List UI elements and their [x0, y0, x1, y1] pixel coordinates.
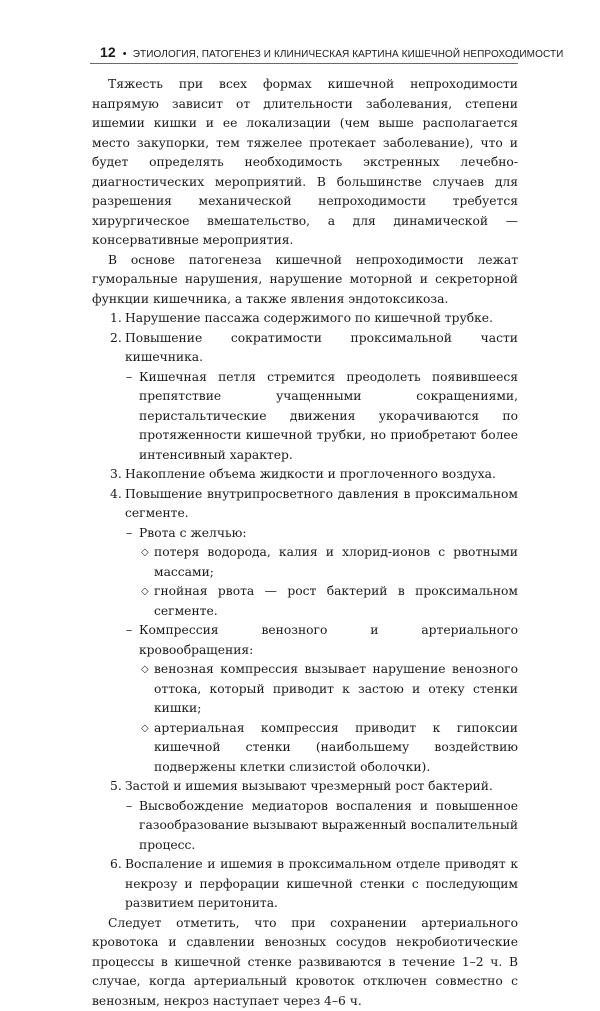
list-item: [92, 309, 518, 329]
sub-sub-item-text: венозная компрессия вызывает нарушение венозного оттока, который приводит к застою и отеку стенки кишки;: [154, 662, 518, 715]
sub-sub-item: [92, 543, 518, 582]
list-item-text: Повышение внутрипросветного давления в проксимальном сегменте.: [125, 487, 518, 521]
list-item-text: Застой и ишемия вызывают чрезмерный рост бактерий.: [125, 779, 493, 793]
dash-marker: –: [126, 368, 132, 388]
list-item: [92, 485, 518, 524]
sub-item-text: Высвобождение медиаторов воспаления и повышенное газообразование вызывают выраженный воспалительный процесс.: [139, 799, 518, 852]
list-number: 5.: [110, 777, 122, 797]
paragraph: В основе патогенеза кишечной непроходимости лежат гуморальные нарушения, нарушение моторной и секреторной функции кишечника, а также явления эндотоксикоза.: [92, 251, 518, 310]
sub-sub-item-text: потеря водорода, калия и хлорид-ионов с рвотными массами;: [154, 545, 518, 579]
numbered-list: [92, 309, 518, 914]
page-number: 12: [100, 44, 116, 60]
list-item: [92, 777, 518, 797]
diamond-icon: ◇: [141, 660, 149, 680]
list-number: 4.: [110, 485, 122, 505]
list-item: [92, 465, 518, 485]
sub-item-text: Кишечная петля стремится преодолеть появившееся препятствие учащенными сокращениями, перистальтические движения укорачиваются по протяженности кишечной трубки, но приобретают более интенсивный характер.: [139, 370, 518, 462]
sub-item: [92, 368, 518, 466]
list-item: [92, 855, 518, 914]
dash-marker: –: [126, 621, 132, 641]
sub-item-text: Рвота с желчью:: [139, 526, 247, 540]
diamond-icon: ◇: [141, 719, 149, 739]
sub-sub-item: [92, 660, 518, 719]
list-number: 3.: [110, 465, 122, 485]
list-item-text: Повышение сократимости проксимальной части кишечника.: [125, 331, 518, 365]
dash-marker: –: [126, 797, 132, 817]
sub-sub-item-text: артериальная компрессия приводит к гипоксии кишечной стенки (наибольшему воздействию подвержены клетки слизистой оболочки).: [154, 721, 518, 774]
list-item-text: Нарушение пассажа содержимого по кишечной трубке.: [125, 311, 493, 325]
running-title: ЭТИОЛОГИЯ, ПАТОГЕНЕЗ И КЛИНИЧЕСКАЯ КАРТИНА КИШЕЧНОЙ НЕПРОХОДИМОСТИ: [133, 49, 564, 60]
header-bullet: •: [123, 48, 127, 60]
page-body: [92, 75, 518, 1011]
sub-item-text: Компрессия венозного и артериального кровообращения:: [139, 623, 518, 657]
list-number: 2.: [110, 329, 122, 349]
sub-item: [92, 621, 518, 660]
sub-sub-item-text: гнойная рвота — рост бактерий в проксимальном сегменте.: [154, 584, 518, 618]
closing-paragraph: Следует отметить, что при сохранении артериального кровотока и сдавлении венозных сосудов некробиотические процессы в кишечной стенке развиваются в течение 1–2 ч. В случае, когда артериальный кровоток отключен совместно с венозным, некроз наступает через 4–6 ч.: [92, 914, 518, 1011]
paragraph: Тяжесть при всех формах кишечной непроходимости напрямую зависит от длительности заболевания, степени ишемии кишки и ее локализации (чем выше располагается место закупорки, тем тяжелее протекает заболевание), что и будет определять необходимость экстренных лечебно-диагностических мероприятий. В большинстве случаев для разрешения механической непроходимости требуется хирургическое вмешательство, а для динамической — консервативные мероприятия.: [92, 75, 518, 251]
dash-marker: –: [126, 524, 132, 544]
diamond-icon: ◇: [141, 582, 149, 602]
list-number: 1.: [110, 309, 122, 329]
list-item: [92, 329, 518, 368]
diamond-icon: ◇: [141, 543, 149, 563]
running-header: [100, 44, 520, 60]
sub-sub-item: [92, 582, 518, 621]
list-item-text: Воспаление и ишемия в проксимальном отделе приводят к некрозу и перфорации кишечной стенки с последующим развитием перитонита.: [125, 857, 518, 910]
header-rule: [90, 63, 518, 64]
sub-sub-item: [92, 719, 518, 778]
list-number: 6.: [110, 855, 122, 875]
list-item-text: Накопление объема жидкости и проглоченного воздуха.: [125, 467, 496, 481]
sub-item: [92, 524, 518, 544]
sub-item: [92, 797, 518, 856]
